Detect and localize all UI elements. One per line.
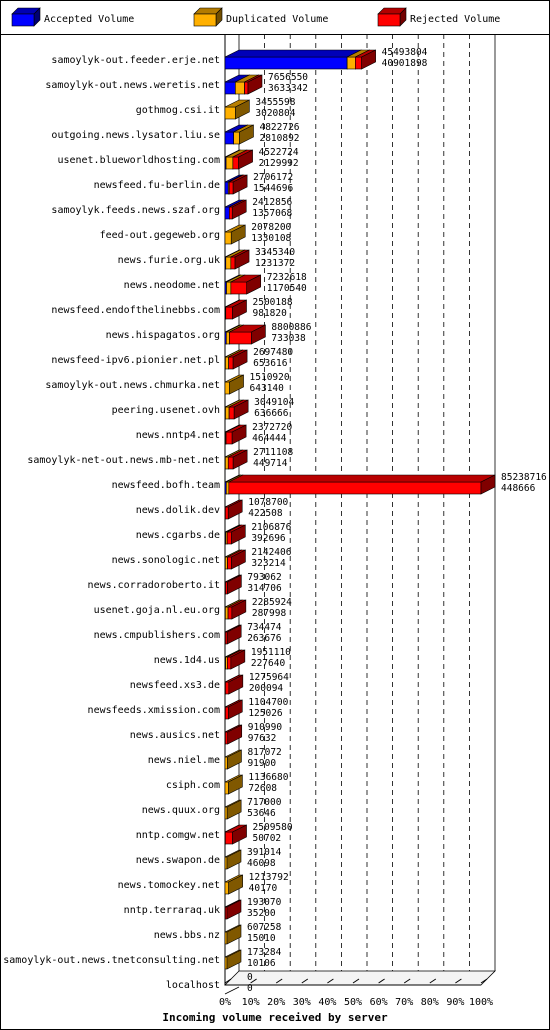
category-label: samoylyk-out.news.chmurka.net bbox=[45, 380, 220, 391]
accepted-volume-label: 3020804 bbox=[255, 108, 296, 119]
total-volume-label: 734474 bbox=[247, 622, 282, 633]
total-volume-label: 2412856 bbox=[252, 197, 293, 208]
category-label: samoylyk-out.news.tnetconsulting.net bbox=[3, 955, 220, 966]
total-volume-label: 910990 bbox=[247, 722, 283, 733]
total-volume-label: 2711108 bbox=[253, 447, 294, 458]
accepted-volume-label: 10106 bbox=[247, 958, 276, 969]
category-label: news.cgarbs.de bbox=[135, 530, 220, 541]
accepted-volume-label: 314706 bbox=[247, 583, 282, 594]
accepted-volume-label: 2129992 bbox=[258, 158, 299, 169]
category-label: newsfeed.xs3.de bbox=[129, 680, 220, 691]
total-volume-label: 2500188 bbox=[252, 297, 293, 308]
accepted-volume-label: 1330108 bbox=[251, 233, 292, 244]
accepted-volume-label: 72608 bbox=[248, 783, 278, 794]
total-volume-label: 2706172 bbox=[253, 172, 294, 183]
category-label: newsfeed.endofthelinebbs.com bbox=[51, 305, 220, 316]
total-volume-label: 2372720 bbox=[252, 422, 293, 433]
accepted-volume-label: 1544696 bbox=[253, 183, 294, 194]
legend-swatch bbox=[194, 14, 216, 26]
category-label: gothmog.csi.it bbox=[135, 105, 220, 116]
legend-label: Accepted Volume bbox=[44, 14, 135, 25]
legend-label: Duplicated Volume bbox=[226, 14, 329, 25]
accepted-volume-label: 46098 bbox=[247, 858, 276, 869]
accepted-volume-label: 91900 bbox=[247, 758, 277, 769]
accepted-volume-label: 3633342 bbox=[267, 83, 309, 94]
accepted-volume-label: 287998 bbox=[251, 608, 287, 619]
accepted-volume-label: 653616 bbox=[253, 358, 288, 369]
accepted-volume-label: 1170540 bbox=[266, 283, 307, 294]
category-label: news.bbs.nz bbox=[153, 930, 220, 941]
total-volume-label: 391014 bbox=[247, 847, 282, 858]
bar-segment bbox=[229, 475, 495, 494]
category-label: samoylyk-net-out.news.mb-net.net bbox=[27, 455, 220, 466]
accepted-volume-label: 125026 bbox=[248, 708, 283, 719]
category-label: newsfeeds.xmission.com bbox=[87, 705, 220, 716]
total-volume-label: 2106876 bbox=[251, 522, 292, 533]
total-volume-label: 4822726 bbox=[259, 122, 300, 133]
total-volume-label: 717000 bbox=[247, 797, 282, 808]
x-tick-label: 100% bbox=[468, 997, 494, 1008]
category-label: news.1d4.us bbox=[153, 655, 220, 666]
category-label: news.niel.me bbox=[147, 755, 220, 766]
total-volume-label: 1951110 bbox=[250, 647, 291, 658]
category-label: news.sonologic.net bbox=[111, 555, 220, 566]
category-label: outgoing.news.lysator.liu.se bbox=[51, 130, 220, 141]
accepted-volume-label: 97632 bbox=[247, 733, 277, 744]
x-tick-label: 0% bbox=[218, 997, 232, 1008]
category-label: nntp.comgw.net bbox=[135, 830, 220, 841]
x-tick-label: 80% bbox=[420, 997, 439, 1008]
accepted-volume-label: 200094 bbox=[248, 683, 284, 694]
accepted-volume-label: 263676 bbox=[247, 633, 282, 644]
bar-segment bbox=[225, 50, 361, 69]
x-tick-label: 30% bbox=[292, 997, 311, 1008]
total-volume-label: 2078200 bbox=[251, 222, 292, 233]
accepted-volume-label: 449714 bbox=[253, 458, 288, 469]
total-volume-label: 793062 bbox=[247, 572, 282, 583]
total-volume-label: 2509580 bbox=[252, 822, 293, 833]
legend-label: Rejected Volume bbox=[410, 14, 501, 25]
x-tick-label: 90% bbox=[446, 997, 465, 1008]
category-label: usenet.blueworldhosting.com bbox=[57, 155, 220, 166]
total-volume-label: 3049104 bbox=[254, 397, 295, 408]
accepted-volume-label: 464444 bbox=[252, 433, 287, 444]
total-volume-label: 3345340 bbox=[255, 247, 296, 258]
x-tick-label: 70% bbox=[395, 997, 414, 1008]
x-axis-title: Incoming volume received by server bbox=[162, 1011, 388, 1024]
x-tick-label: 10% bbox=[241, 997, 260, 1008]
category-label: localhost bbox=[165, 980, 220, 991]
total-volume-label: 2285924 bbox=[251, 597, 292, 608]
total-volume-label: 173284 bbox=[247, 947, 282, 958]
total-volume-label: 0 bbox=[247, 972, 253, 983]
total-volume-label: 607258 bbox=[247, 922, 282, 933]
total-volume-label: 7232618 bbox=[266, 272, 307, 283]
legend-swatch bbox=[12, 14, 34, 26]
total-volume-label: 3455598 bbox=[255, 97, 296, 108]
total-volume-label: 1213792 bbox=[248, 872, 289, 883]
category-label: news.swapon.de bbox=[135, 855, 220, 866]
total-volume-label: 1104700 bbox=[248, 697, 289, 708]
accepted-volume-label: 1357068 bbox=[252, 208, 293, 219]
total-volume-label: 193070 bbox=[247, 897, 282, 908]
category-label: newsfeed.fu-berlin.de bbox=[93, 180, 220, 191]
accepted-volume-label: 733038 bbox=[271, 333, 306, 344]
accepted-volume-label: 40170 bbox=[248, 883, 278, 894]
total-volume-label: 1136680 bbox=[248, 772, 289, 783]
accepted-volume-label: 0 bbox=[247, 983, 253, 994]
category-label: news.hispagatos.org bbox=[105, 330, 220, 341]
category-label: news.corradoroberto.it bbox=[87, 580, 220, 591]
category-label: news.dolik.dev bbox=[135, 505, 220, 516]
legend-swatch bbox=[378, 14, 400, 26]
total-volume-label: 8800886 bbox=[271, 322, 312, 333]
accepted-volume-label: 40901898 bbox=[381, 58, 428, 69]
total-volume-label: 1275964 bbox=[248, 672, 289, 683]
x-tick-label: 60% bbox=[369, 997, 388, 1008]
accepted-volume-label: 392696 bbox=[251, 533, 286, 544]
category-label: newsfeed-ipv6.pionier.net.pl bbox=[51, 355, 220, 366]
category-label: news.ausics.net bbox=[129, 730, 220, 741]
category-label: news.neodome.net bbox=[123, 280, 220, 291]
total-volume-label: 817072 bbox=[247, 747, 282, 758]
x-tick-label: 20% bbox=[267, 997, 286, 1008]
total-volume-label: 45493804 bbox=[381, 47, 428, 58]
x-tick-label: 40% bbox=[318, 997, 337, 1008]
plot-floor bbox=[225, 971, 495, 985]
total-volume-label: 2142406 bbox=[251, 547, 292, 558]
accepted-volume-label: 50702 bbox=[252, 833, 282, 844]
accepted-volume-label: 643140 bbox=[249, 383, 284, 394]
accepted-volume-label: 15010 bbox=[247, 933, 276, 944]
accepted-volume-label: 422508 bbox=[248, 508, 283, 519]
accepted-volume-label: 1231372 bbox=[255, 258, 296, 269]
category-label: samoylyk-out.news.weretis.net bbox=[45, 80, 220, 91]
category-label: news.nntp4.net bbox=[135, 430, 220, 441]
accepted-volume-label: 2810892 bbox=[259, 133, 300, 144]
total-volume-label: 2697480 bbox=[253, 347, 294, 358]
category-label: peering.usenet.ovh bbox=[111, 405, 220, 416]
accepted-volume-label: 227640 bbox=[250, 658, 286, 669]
total-volume-label: 4522724 bbox=[258, 147, 299, 158]
accepted-volume-label: 448666 bbox=[501, 483, 536, 494]
category-label: nntp.terraraq.uk bbox=[123, 905, 220, 916]
category-label: feed-out.gegeweb.org bbox=[99, 230, 220, 241]
total-volume-label: 1078700 bbox=[248, 497, 289, 508]
total-volume-label: 85238716 bbox=[501, 472, 547, 483]
category-label: news.quux.org bbox=[141, 805, 220, 816]
category-label: newsfeed.bofh.team bbox=[111, 480, 220, 491]
accepted-volume-label: 636666 bbox=[254, 408, 289, 419]
category-label: news.cmpublishers.com bbox=[93, 630, 220, 641]
total-volume-label: 1510920 bbox=[249, 372, 290, 383]
category-label: usenet.goja.nl.eu.org bbox=[93, 605, 220, 616]
category-label: csiph.com bbox=[165, 780, 220, 791]
category-label: samoylyk.feeds.news.szaf.org bbox=[51, 205, 220, 216]
accepted-volume-label: 323214 bbox=[251, 558, 286, 569]
accepted-volume-label: 35200 bbox=[247, 908, 276, 919]
x-tick-label: 50% bbox=[343, 997, 363, 1008]
category-label: samoylyk-out.feeder.erje.net bbox=[51, 55, 220, 66]
total-volume-label: 7656550 bbox=[267, 72, 309, 83]
accepted-volume-label: 53646 bbox=[247, 808, 276, 819]
category-label: news.furie.org.uk bbox=[117, 255, 220, 266]
category-label: news.tomockey.net bbox=[117, 880, 220, 891]
accepted-volume-label: 981820 bbox=[252, 308, 287, 319]
